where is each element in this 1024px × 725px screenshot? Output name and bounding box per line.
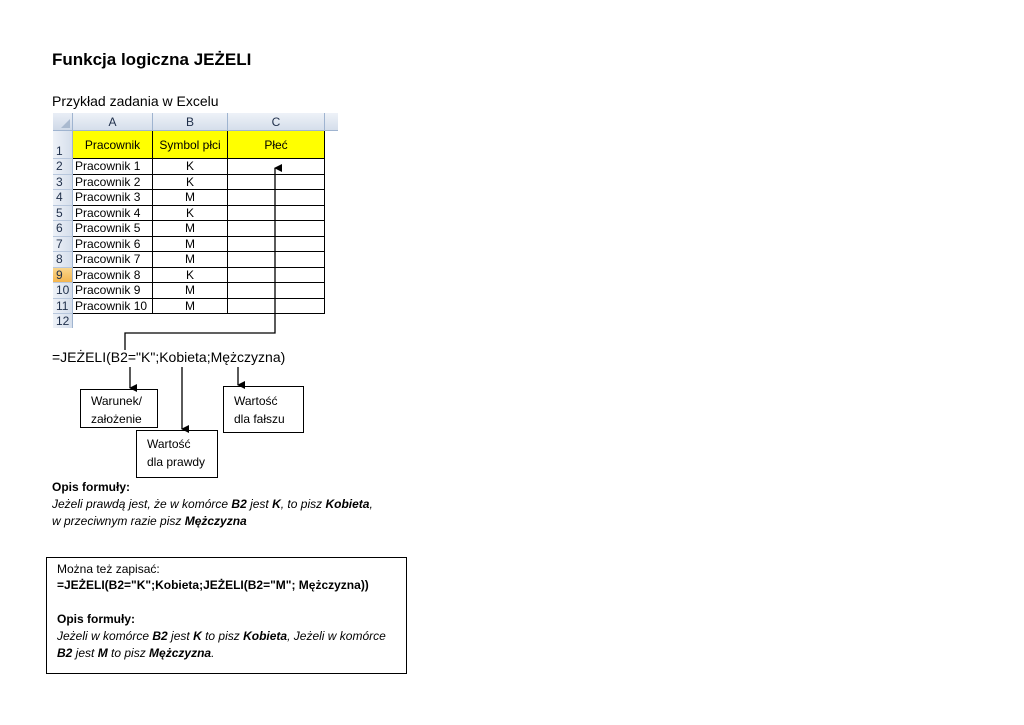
- cell-b10[interactable]: M: [153, 283, 228, 299]
- cell-a2[interactable]: Pracownik 1: [73, 159, 153, 175]
- cell-b7[interactable]: M: [153, 237, 228, 253]
- cell-a8[interactable]: Pracownik 7: [73, 252, 153, 268]
- description-text: Jeżeli prawdą jest, że w komórce B2 jest K, to pisz Kobieta, w przeciwnym razie pisz Mężczyzna: [52, 497, 373, 528]
- condition-line2: założenie: [91, 412, 142, 426]
- cell-b9[interactable]: K: [153, 268, 228, 284]
- true-value-line2: dla prawdy: [147, 455, 206, 469]
- row-header-9[interactable]: 9: [53, 268, 73, 284]
- cell-b6[interactable]: M: [153, 221, 228, 237]
- page-title: Funkcja logiczna JEŻELI: [52, 50, 252, 69]
- cell-b8[interactable]: M: [153, 252, 228, 268]
- note-formula: =JEŻELI(B2="K";Kobieta;JEŻELI(B2="M"; Mężczyzna)): [57, 578, 369, 592]
- column-header-c[interactable]: C: [228, 113, 325, 131]
- column-header-b[interactable]: B: [153, 113, 228, 131]
- cell-b5[interactable]: K: [153, 206, 228, 222]
- cell-a11[interactable]: Pracownik 10: [73, 299, 153, 315]
- row-header-3[interactable]: 3: [53, 175, 73, 191]
- true-value-line1: Wartość: [147, 437, 191, 451]
- formula-text: =JEŻELI(B2="K";Kobieta;Mężczyzna): [52, 349, 286, 365]
- false-value-line2: dla fałszu: [234, 412, 285, 426]
- cell-a4[interactable]: Pracownik 3: [73, 190, 153, 206]
- cell-a6[interactable]: Pracownik 5: [73, 221, 153, 237]
- cell-b3[interactable]: K: [153, 175, 228, 191]
- cell-a9[interactable]: Pracownik 8: [73, 268, 153, 284]
- cell-b2[interactable]: K: [153, 159, 228, 175]
- cell-a7[interactable]: Pracownik 6: [73, 237, 153, 253]
- description-heading: Opis formuły:: [52, 480, 131, 494]
- row-header-6[interactable]: 6: [53, 221, 73, 237]
- subtitle: Przykład zadania w Excelu: [52, 93, 219, 109]
- note-description: Jeżeli w komórce B2 jest K to pisz Kobieta, Jeżeli w komórce B2 jest M to pisz Mężczyzna.: [57, 629, 386, 660]
- cell-a5[interactable]: Pracownik 4: [73, 206, 153, 222]
- row-header-7[interactable]: 7: [53, 237, 73, 253]
- cell-b1[interactable]: Symbol płci: [153, 131, 228, 159]
- false-value-line1: Wartość: [234, 394, 278, 408]
- cell-a10[interactable]: Pracownik 9: [73, 283, 153, 299]
- cell-b11[interactable]: M: [153, 299, 228, 315]
- row-header-11[interactable]: 11: [53, 299, 73, 315]
- row-header-1[interactable]: 1: [53, 131, 73, 159]
- note-intro: Można też zapisać:: [57, 562, 160, 576]
- cell-c1[interactable]: Płeć: [228, 131, 325, 159]
- result-arrow: [125, 168, 275, 350]
- cell-a1[interactable]: Pracownik: [73, 131, 153, 159]
- cell-a3[interactable]: Pracownik 2: [73, 175, 153, 191]
- row-header-8[interactable]: 8: [53, 252, 73, 268]
- row-header-5[interactable]: 5: [53, 206, 73, 222]
- note-heading: Opis formuły:: [57, 612, 136, 626]
- row-header-12[interactable]: 12: [53, 314, 73, 328]
- column-header-a[interactable]: A: [73, 113, 153, 131]
- row-header-10[interactable]: 10: [53, 283, 73, 299]
- row-header-2[interactable]: 2: [53, 159, 73, 175]
- row-header-4[interactable]: 4: [53, 190, 73, 206]
- condition-line1: Warunek/: [91, 394, 142, 408]
- cell-b4[interactable]: M: [153, 190, 228, 206]
